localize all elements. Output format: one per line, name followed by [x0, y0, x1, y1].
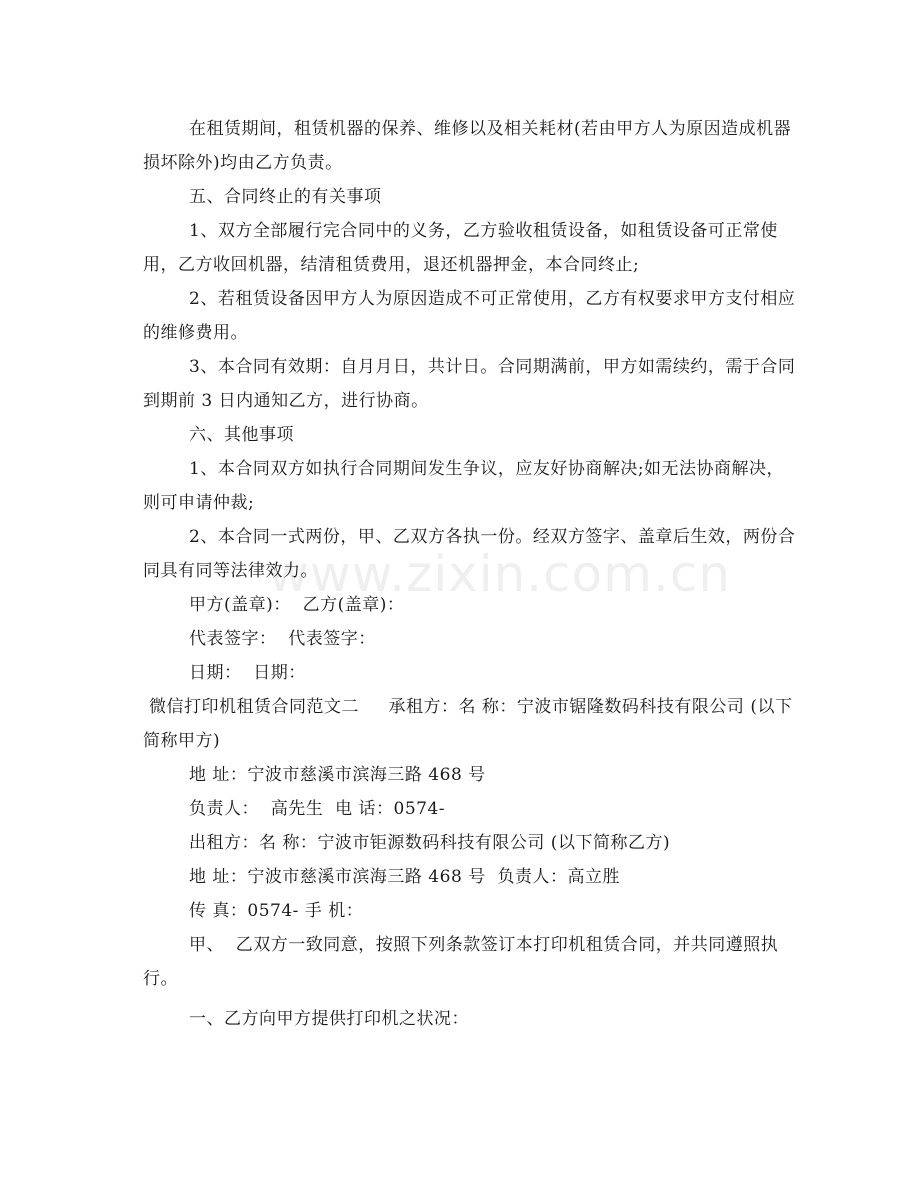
paragraph-other-2: 2、本合同一式两份，甲、乙双方各执一份。经双方签字、盖章后生效，两份合同具有同等法律效力。 [143, 527, 796, 581]
paragraph-termination-2: 2、若租赁设备因甲方人为原因造成不可正常使用，乙方有权要求甲方支付相应的维修费用。 [143, 289, 796, 343]
section-heading-printer-status: 一、乙方向甲方提供打印机之状况： [189, 1009, 469, 1029]
section-heading-other: 六、其他事项 [189, 425, 294, 445]
paragraph-other-1: 1、本合同双方如执行合同期间发生争议，应友好协商解决;如无法协商解决，则可申请仲裁; [143, 459, 785, 513]
lessor-address: 地 址：宁波市慈溪市滨海三路 468 号 负责人：高立胜 [189, 867, 620, 887]
signature-party-line: 甲方(盖章)： 乙方(盖章)： [189, 595, 405, 615]
signature-representative-line: 代表签字： 代表签字： [189, 629, 376, 649]
section-heading-termination: 五、合同终止的有关事项 [189, 187, 382, 207]
signature-date-line: 日期： 日期： [189, 663, 306, 683]
contract-two-title-line: 微信打印机租赁合同范文二 承租方：名 称：宁波市锯隆数码科技有限公司 (以下简称甲方) [143, 697, 793, 751]
lessee-contact: 负责人： 高先生 电 话：0574- [189, 799, 446, 819]
paragraph-termination-3: 3、本合同有效期：自月月日，共计日。合同期满前，甲方如需续约，需于合同到期前 3 日内通知乙方，进行协商。 [143, 357, 796, 411]
watermark-text: www.zixin.com.cn [268, 545, 732, 603]
lessor-name: 出租方：名 称：宁波市钜源数码科技有限公司 (以下简称乙方) [189, 833, 671, 853]
lessee-address: 地 址：宁波市慈溪市滨海三路 468 号 [189, 765, 486, 785]
lessor-fax-phone: 传 真：0574- 手 机： [189, 901, 364, 921]
document-body [143, 112, 798, 1036]
paragraph-maintenance: 在租赁期间，租赁机器的保养、维修以及相关耗材(若由甲方人为原因造成机器损坏除外)均由乙方负责。 [143, 119, 792, 173]
agreement-statement: 甲、 乙双方一致同意，按照下列条款签订本打印机租赁合同，并共同遵照执行。 [143, 935, 779, 989]
paragraph-termination-1: 1、双方全部履行完合同中的义务，乙方验收租赁设备，如租赁设备可正常使用，乙方收回机器，结清租赁费用，退还机器押金，本合同终止; [143, 221, 778, 275]
